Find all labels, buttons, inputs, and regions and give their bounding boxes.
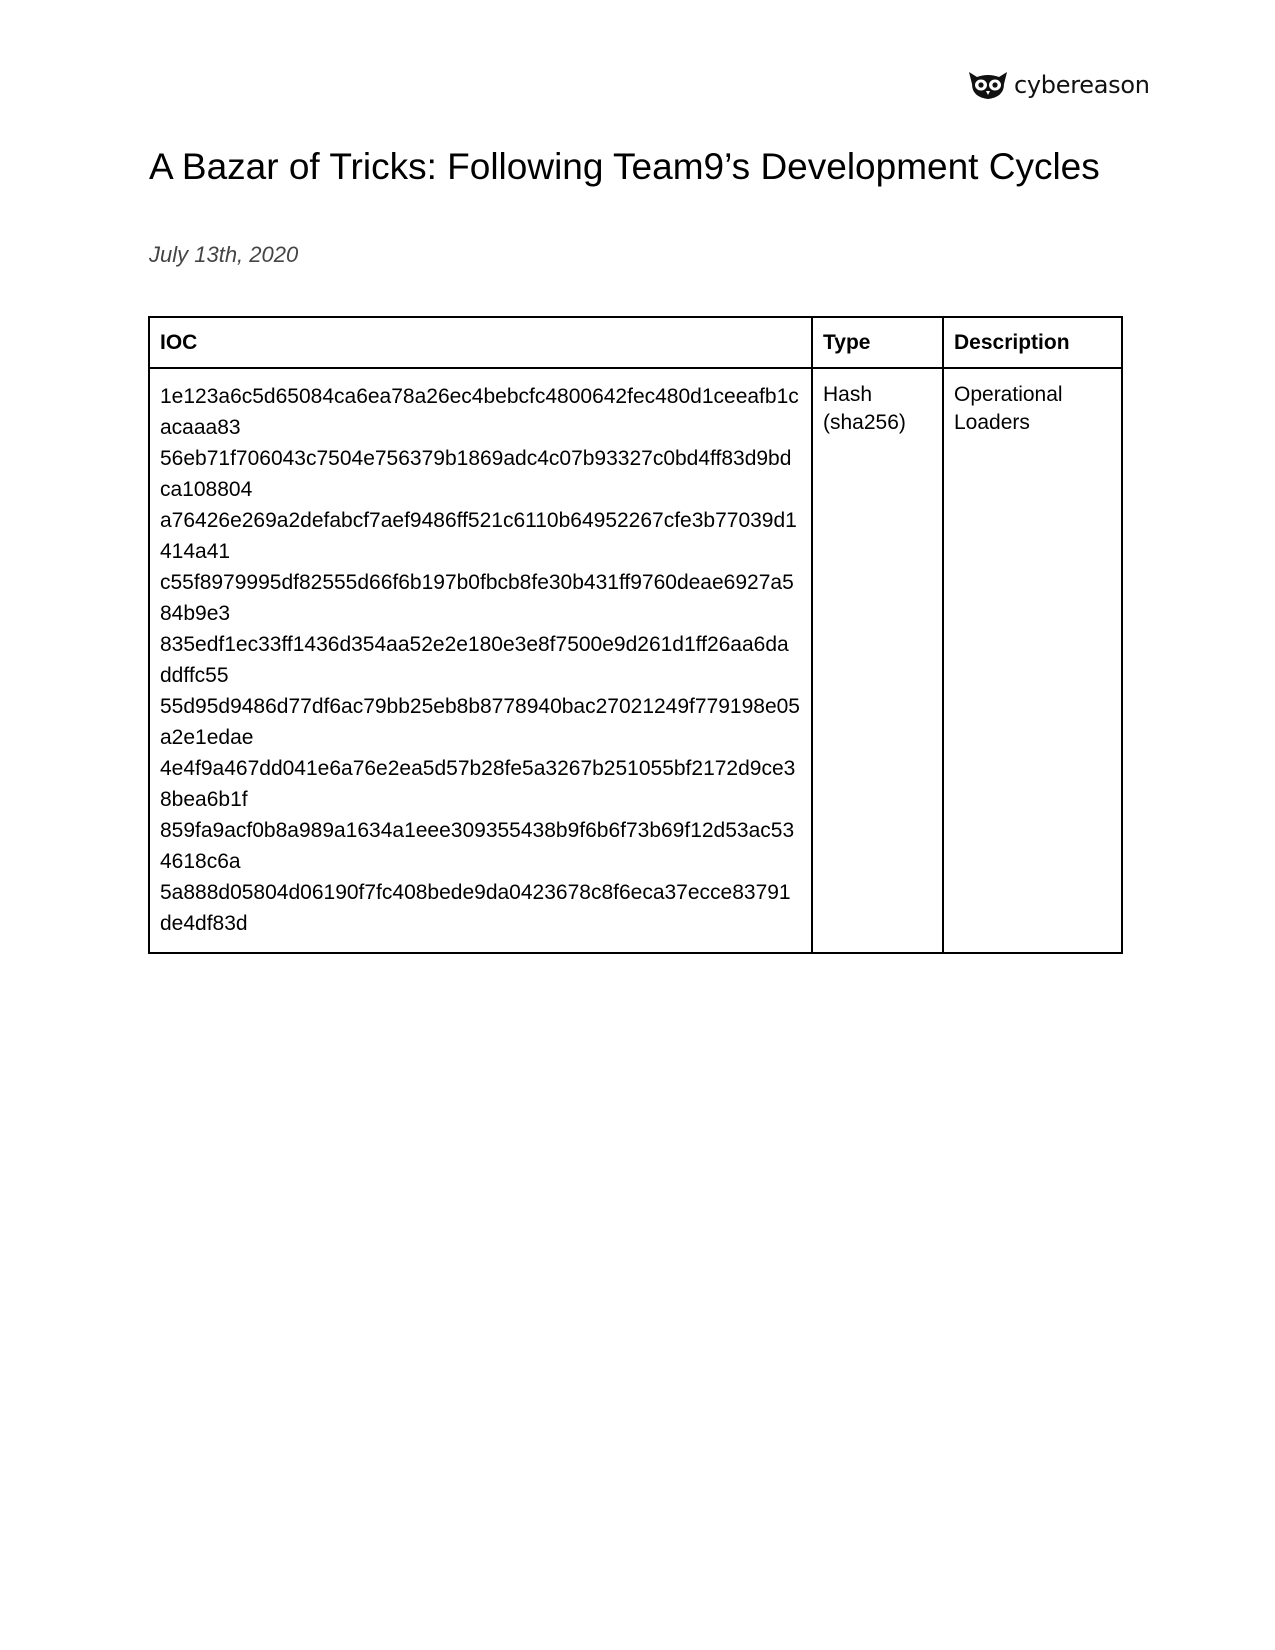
ioc-type: Hash (sha256) (823, 383, 906, 434)
hash-value: 859fa9acf0b8a989a1634a1eee309355438b9f6b6f73b69f12d53ac534618c6a (160, 819, 795, 873)
hash-value: 56eb71f706043c7504e756379b1869adc4c07b93327c0bd4ff83d9bdca108804 (160, 447, 792, 501)
column-header-type: Type (812, 317, 943, 368)
brand-logo (968, 70, 1150, 100)
owl-icon (968, 70, 1008, 100)
ioc-cell (149, 368, 812, 953)
type-cell (812, 368, 943, 953)
document-title: A Bazar of Tricks: Following Team9’s Development Cycles (149, 146, 1100, 187)
hash-list (160, 381, 801, 939)
ioc-table (148, 316, 1123, 954)
column-header-ioc: IOC (149, 317, 812, 368)
hash-value: 835edf1ec33ff1436d354aa52e2e180e3e8f7500e9d261d1ff26aa6daddffc55 (160, 633, 789, 687)
ioc-description: Operational Loaders (954, 383, 1063, 434)
hash-value: 1e123a6c5d65084ca6ea78a26ec4bebcfc4800642fec480d1ceeafb1cacaaa83 (160, 385, 799, 439)
hash-value: a76426e269a2defabcf7aef9486ff521c6110b64952267cfe3b77039d1414a41 (160, 509, 797, 563)
hash-value: 4e4f9a467dd041e6a76e2ea5d57b28fe5a3267b251055bf2172d9ce38bea6b1f (160, 757, 796, 811)
hash-value: c55f8979995df82555d66f6b197b0fbcb8fe30b431ff9760deae6927a584b9e3 (160, 571, 794, 625)
hash-value: 5a888d05804d06190f7fc408bede9da0423678c8f6eca37ecce83791de4df83d (160, 881, 791, 935)
column-header-description: Description (943, 317, 1122, 368)
table-row (149, 368, 1122, 953)
description-cell (943, 368, 1122, 953)
document-date: July 13th, 2020 (149, 242, 299, 267)
hash-value: 55d95d9486d77df6ac79bb25eb8b8778940bac27021249f779198e05a2e1edae (160, 695, 800, 749)
brand-name: cybereason (1014, 71, 1150, 99)
table-header-row (149, 317, 1122, 368)
